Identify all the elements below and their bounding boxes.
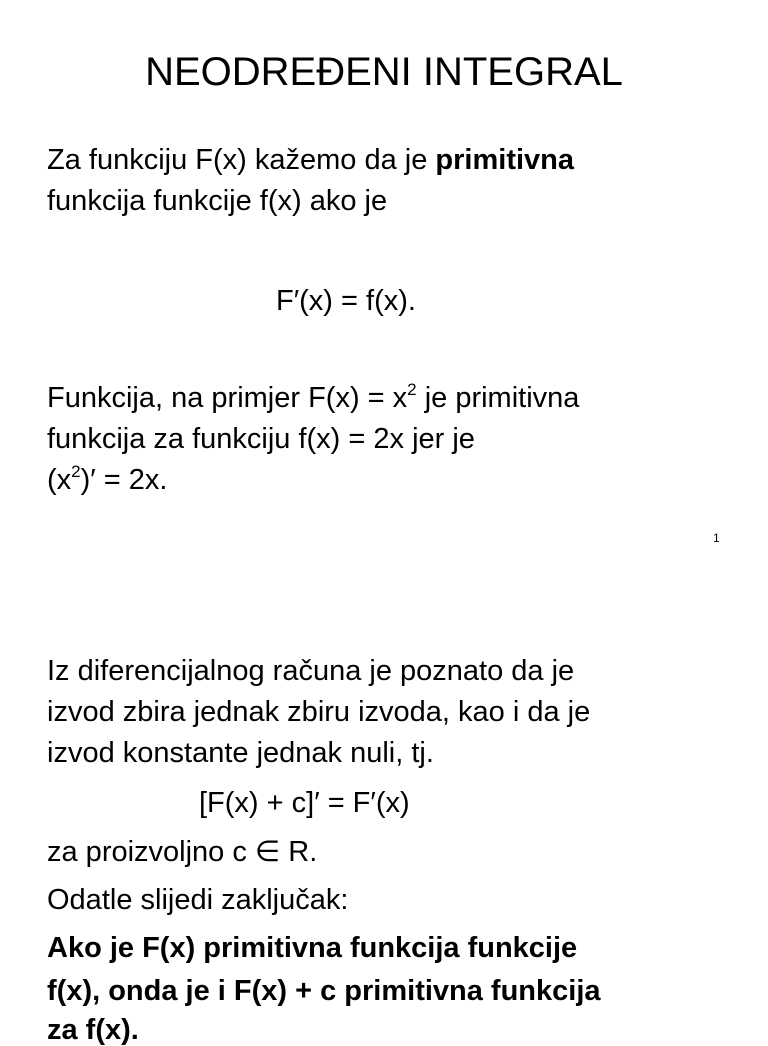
body-line-2: izvod zbira jednak zbiru izvoda, kao i da je: [47, 696, 591, 728]
definition-term: primitivna: [435, 144, 575, 176]
page-title: NEODREĐENI INTEGRAL: [145, 50, 623, 94]
example-text-a: Funkcija, na primjer F(x) = x: [47, 382, 408, 414]
conclusion-line-2: f(x), onda je i F(x) + c primitivna funkcija: [47, 975, 601, 1007]
example-text-b: je primitivna: [416, 382, 580, 414]
derivative-formula: [F(x) + c]′ = F′(x): [199, 787, 410, 819]
body-line-5: Odatle slijedi zaključak:: [47, 884, 349, 916]
definition-line-2: funkcija funkcije f(x) ako je: [47, 185, 388, 217]
example-text-d: )′ = 2x.: [80, 464, 168, 496]
conclusion-line-1: Ako je F(x) primitivna funkcija funkcije: [47, 932, 578, 964]
exponent: 2: [71, 462, 81, 481]
example-line-2: funkcija za funkciju f(x) = 2x jer je: [47, 423, 475, 455]
body-line-1: Iz diferencijalnog računa je poznato da je: [47, 655, 575, 687]
conclusion-line-3: za f(x).: [47, 1014, 139, 1046]
example-line-1: [47, 380, 580, 414]
example-text-c: (x: [47, 464, 72, 496]
definition-formula: F′(x) = f(x).: [276, 285, 416, 317]
definition-text: Za funkciju F(x) kažemo da je: [47, 144, 436, 176]
definition-line-1: [47, 146, 574, 175]
exponent: 2: [407, 380, 417, 399]
page-number: 1: [713, 531, 720, 545]
body-line-3: izvod konstante jednak nuli, tj.: [47, 737, 434, 769]
body-line-4: za proizvoljno c ∈ R.: [47, 836, 318, 868]
example-line-3: [47, 462, 168, 496]
